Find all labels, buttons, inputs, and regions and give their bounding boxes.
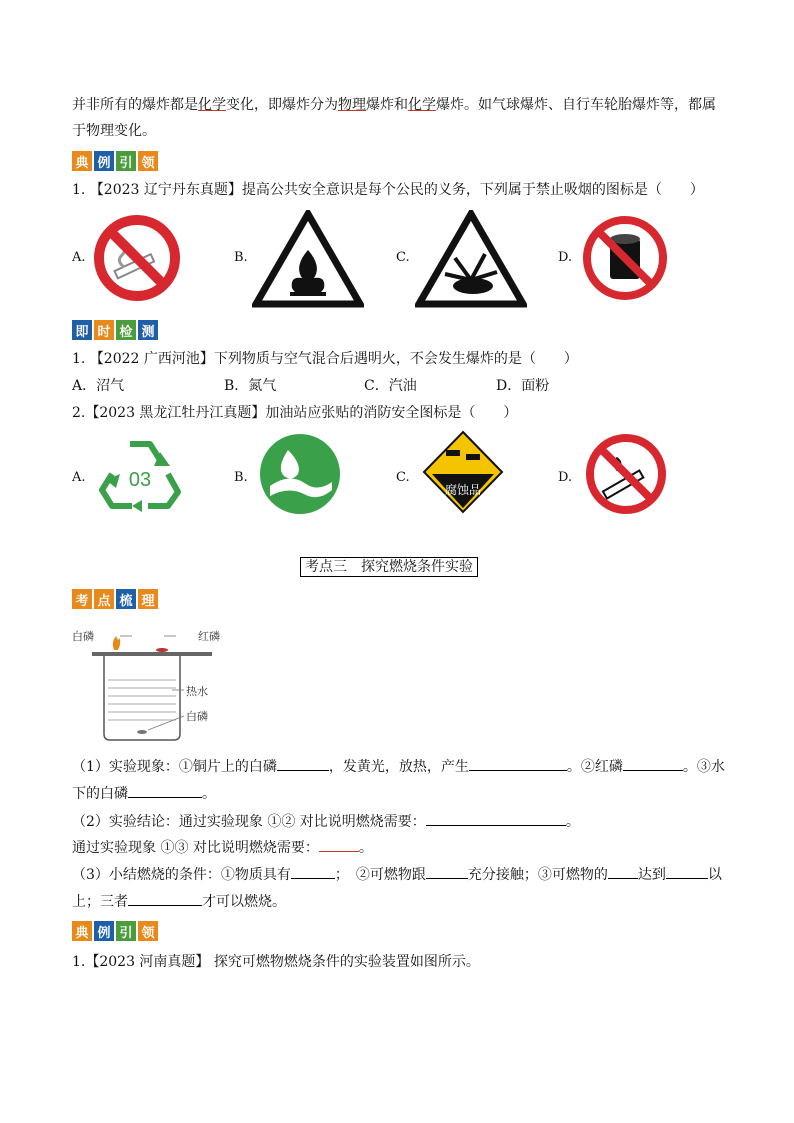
choice-c: C．汽油 xyxy=(364,378,417,394)
section-tag-example-2: 典 例 引 领 xyxy=(72,921,158,941)
blank-field[interactable] xyxy=(128,891,202,906)
option-b-label: B. xyxy=(234,470,248,485)
blank-field[interactable] xyxy=(666,864,708,879)
combustion-conditions-2: 上；三者 才可以燃烧。 xyxy=(72,891,286,912)
no-smoking-sign-icon xyxy=(584,432,668,516)
option-b-label: B. xyxy=(234,250,248,265)
choice-b: B．氮气 xyxy=(224,378,277,394)
no-smoking-sign-icon xyxy=(92,213,182,303)
intro-line-1: 并非所有的爆炸都是化学变化，即爆炸分为物理爆炸和化学爆炸。如气球爆炸、自行车轮胎爆炸等，都属 xyxy=(72,97,716,113)
blank-field[interactable] xyxy=(319,837,359,852)
choice-a: A．沼气 xyxy=(72,378,125,394)
choice-d: D．面粉 xyxy=(496,378,550,394)
blank-field[interactable] xyxy=(291,864,335,879)
question-2-choices xyxy=(72,376,732,396)
blank-field[interactable] xyxy=(608,864,638,879)
blank-field[interactable] xyxy=(469,756,567,771)
option-a-label: A. xyxy=(72,470,86,485)
question-4-text: 1.【2023 河南真题】 探究可燃物燃烧条件的实验装置如图所示。 xyxy=(72,954,480,970)
combustion-experiment-diagram xyxy=(72,622,232,742)
question-2-text: 1. 【2022 广西河池】下列物质与空气混合后遇明火，不会发生爆炸的是（ ） xyxy=(72,351,578,367)
label-hot-water: 热水 xyxy=(186,685,208,698)
label-white-phosphorus-top: 白磷 xyxy=(72,630,94,643)
section-title: 考点三 探究燃烧条件实验 xyxy=(300,557,478,577)
option-a-label: A. xyxy=(72,250,86,265)
explosive-warning-icon xyxy=(415,210,527,308)
question-3-options xyxy=(72,430,732,530)
experiment-conclusion-1: （2）实验结论：通过实验现象 ①② 对比说明燃烧需要： 。 xyxy=(72,811,580,832)
experiment-observation-2: 下的白磷 。 xyxy=(72,783,216,804)
recycle-number: 03 xyxy=(128,469,152,491)
corrosive-hazard-icon xyxy=(422,430,504,514)
blank-field[interactable] xyxy=(128,783,202,798)
option-c-label: C. xyxy=(396,250,410,265)
corrosive-label: 腐蚀品 xyxy=(444,483,482,497)
water-drop-logo-icon xyxy=(258,432,342,516)
recycle-symbol-icon xyxy=(96,434,184,514)
experiment-conclusion-2: 通过实验现象 ①③ 对比说明燃烧需要： 。 xyxy=(72,837,373,858)
question-1-text: 1. 【2023 辽宁丹东真题】提高公共安全意识是每个公民的义务，下列属于禁止吸烟的图标是（ ） xyxy=(72,182,704,198)
intro-line-2: 于物理变化。 xyxy=(72,123,156,139)
question-3-text: 2.【2023 黑龙江牡丹江真题】加油站应张贴的消防安全图标是（ ） xyxy=(72,405,518,421)
no-oil-drum-sign-icon xyxy=(580,213,670,303)
blank-field[interactable] xyxy=(426,811,566,826)
flammable-warning-icon xyxy=(252,210,364,308)
section-tag-review: 考 点 梳 理 xyxy=(72,589,158,609)
section-tag-check: 即 时 检 测 xyxy=(72,320,158,340)
blank-field[interactable] xyxy=(426,864,468,879)
option-d-label: D. xyxy=(558,470,573,485)
label-red-phosphorus: 红磷 xyxy=(198,630,220,643)
question-1-options xyxy=(72,210,732,310)
option-d-label: D. xyxy=(558,250,573,265)
combustion-conditions-1: （3）小结燃烧的条件：①物质具有 ； ②可燃物跟 充分接触；③可燃物的 达到 以 xyxy=(72,864,722,885)
option-c-label: C. xyxy=(396,470,410,485)
section-tag-example: 典 例 引 领 xyxy=(72,151,158,171)
blank-field[interactable] xyxy=(277,756,329,771)
blank-field[interactable] xyxy=(623,756,683,771)
experiment-observation-1: （1）实验现象：①铜片上的白磷 ，发黄光，放热，产生 。②红磷 。③水 xyxy=(72,756,725,777)
label-white-phosphorus-bottom: 白磷 xyxy=(186,710,208,723)
